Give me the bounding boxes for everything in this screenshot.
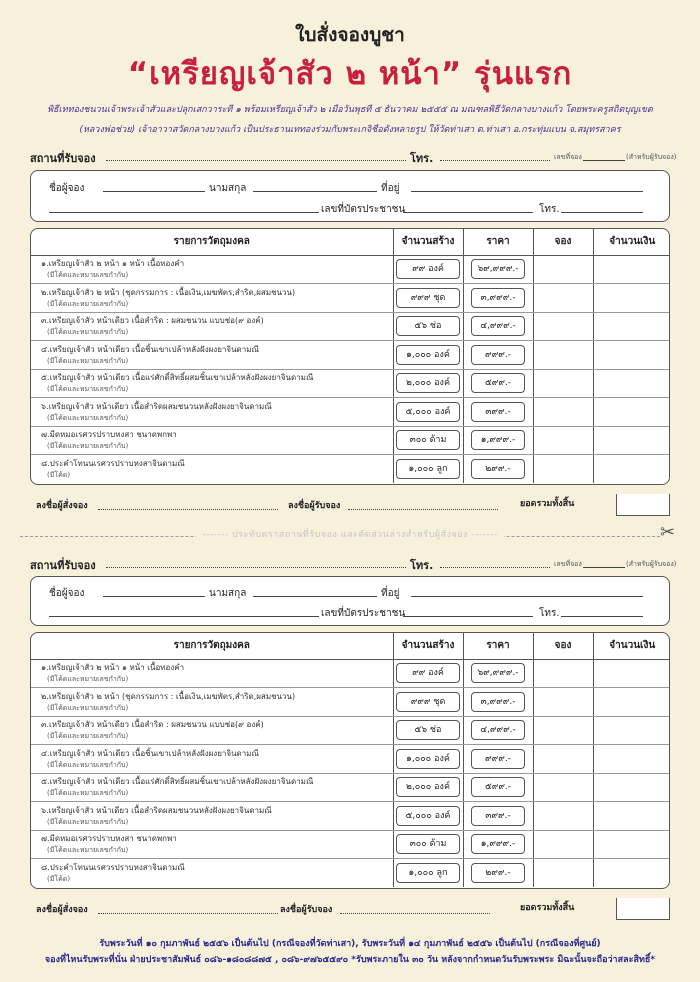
price-cell <box>463 284 533 313</box>
price-cell <box>463 369 533 398</box>
price-cell <box>463 659 533 688</box>
total-label: ยอดรวมทั้งสิ้น <box>520 499 575 509</box>
table-header-row <box>31 633 670 659</box>
item-note: (มีโค้ด) <box>47 875 71 883</box>
booking-no-field[interactable] <box>583 556 625 568</box>
amount-cell[interactable] <box>593 284 670 313</box>
quantity-cell <box>393 398 463 427</box>
reserve-cell[interactable] <box>533 398 593 427</box>
phone-label: โทร. <box>410 152 434 165</box>
reserve-cell[interactable] <box>533 859 593 888</box>
name-label: ชื่อผู้จอง <box>49 183 85 194</box>
reserve-cell[interactable] <box>533 312 593 341</box>
price-cell <box>463 716 533 745</box>
item-name: ๕.เหรียญเจ้าสัว หน้าเดียว เนื้อแร่ศักดิ์สิทธิ์ผสมชิ้นเขาเปล้าหลังฝังผงยาจินดามณี <box>41 373 314 383</box>
phone2-field[interactable] <box>561 202 643 213</box>
quantity-cell <box>393 773 463 802</box>
item-name: ๑.เหรียญเจ้าสัว ๒ หน้า ๑ หน้า เนื้อทองคำ <box>41 259 185 269</box>
item-quantity: ๒,๐๐๐ องค์ <box>396 373 460 393</box>
item-name: ๓.เหรียญเจ้าสัว หน้าเดียว เนื้อสำริด : ผสมชนวน แบบช่อ(๙ องค์) <box>41 316 264 326</box>
item-price: ๙๙๙.- <box>471 749 525 769</box>
table-row <box>31 426 670 455</box>
item-cell <box>31 688 393 717</box>
location-label: สถานที่รับจอง <box>30 559 96 572</box>
header-item: รายการวัตถุมงคล <box>31 633 393 659</box>
address-field-line-2[interactable] <box>49 202 319 213</box>
amount-cell[interactable] <box>593 426 670 455</box>
item-cell <box>31 830 393 859</box>
quantity-cell <box>393 830 463 859</box>
reserve-cell[interactable] <box>533 716 593 745</box>
item-quantity: ๒,๐๐๐ องค์ <box>396 777 460 797</box>
item-quantity: ๕๖ ช่อ <box>396 316 460 336</box>
booker-signature-label: ลงชื่อผู้สั่งจอง <box>36 905 88 915</box>
table-row <box>31 398 670 427</box>
header-amount: จำนวนเงิน <box>593 229 670 255</box>
item-note: (มีโค้ดและหมายเลขกำกับ) <box>47 385 129 394</box>
table-row <box>31 745 670 774</box>
item-quantity: ๑,๐๐๐ องค์ <box>396 749 460 769</box>
id-card-label: เลขที่บัตรประชาชน <box>321 204 406 215</box>
item-note: (มีโค้ดและหมายเลขกำกับ) <box>47 817 129 826</box>
item-name: ๔.เหรียญเจ้าสัว หน้าเดียว เนื้อชิ้นเขาเปล้าหลังฝังผงยาจินดามณี <box>41 748 259 758</box>
header-amount: จำนวนเงิน <box>593 633 670 659</box>
item-quantity: ๑,๐๐๐ ลูก <box>396 863 460 883</box>
amount-cell[interactable] <box>593 398 670 427</box>
item-note: (มีโค้ดและหมายเลขกำกับ) <box>47 271 129 280</box>
price-cell <box>463 426 533 455</box>
quantity-cell <box>393 688 463 717</box>
quantity-cell <box>393 284 463 313</box>
reserve-cell[interactable] <box>533 830 593 859</box>
amount-cell[interactable] <box>593 830 670 859</box>
subtitle-line-2: (หลวงพ่อช่วย) เจ้าอาวาสวัดกลางบางแก้ว เป็นประธานเททองร่วมกับพระเกจิชื่อดังหลายรูป ให้วัดท่าเสา ต.ท่าเสา อ.กระทุ่มแบน จ.สมุทรสาคร <box>79 125 621 135</box>
table-row <box>31 284 670 313</box>
table-row <box>31 716 670 745</box>
phone2-label: โทร. <box>539 204 560 215</box>
item-price: ๓,๙๙๙.- <box>471 692 525 712</box>
item-note: (มีโค้ดและหมายเลขกำกับ) <box>47 703 129 712</box>
address-label: ที่อยู่ <box>381 588 400 599</box>
booking-no-label: เลขที่จอง <box>554 560 582 568</box>
address-field-line-2[interactable] <box>49 606 319 617</box>
name-field[interactable] <box>103 181 205 192</box>
quantity-cell <box>393 255 463 284</box>
item-price: ๖๙,๙๙๙.- <box>471 663 525 683</box>
amount-cell[interactable] <box>593 255 670 284</box>
item-note: (มีโค้ดและหมายเลขกำกับ) <box>47 846 129 855</box>
item-price: ๔,๙๙๙.- <box>471 720 525 740</box>
amount-cell[interactable] <box>593 802 670 831</box>
receiver-signature-field[interactable] <box>348 498 498 510</box>
quantity-cell <box>393 455 463 484</box>
item-cell <box>31 426 393 455</box>
item-cell <box>31 745 393 774</box>
item-name: ๔.เหรียญเจ้าสัว หน้าเดียว เนื้อชิ้นเขาเปล้าหลังฝังผงยาจินดามณี <box>41 344 259 354</box>
item-price: ๙๙๙.- <box>471 345 525 365</box>
reserve-cell[interactable] <box>533 369 593 398</box>
staff-note: (สำหรับผู้รับจอง) <box>626 560 677 568</box>
item-quantity: ๑,๐๐๐ องค์ <box>396 345 460 365</box>
price-cell <box>463 830 533 859</box>
price-cell <box>463 341 533 370</box>
phone2-label: โทร. <box>539 608 560 619</box>
booker-info-box <box>30 576 670 626</box>
id-card-label: เลขที่บัตรประชาชน <box>321 608 406 619</box>
reserve-cell[interactable] <box>533 773 593 802</box>
reserve-cell[interactable] <box>533 341 593 370</box>
item-quantity: ๑,๐๐๐ ลูก <box>396 459 460 479</box>
amount-cell[interactable] <box>593 773 670 802</box>
item-quantity: ๕,๐๐๐ องค์ <box>396 806 460 826</box>
address-field[interactable] <box>411 181 643 192</box>
header-item: รายการวัตถุมงคล <box>31 229 393 255</box>
receiver-signature-label: ลงชื่อผู้รับจอง <box>288 501 341 511</box>
signature-row <box>30 496 670 516</box>
item-price: ๕๙๙.- <box>471 373 525 393</box>
reserve-cell[interactable] <box>533 745 593 774</box>
cut-instruction <box>0 527 700 541</box>
reserve-cell[interactable] <box>533 426 593 455</box>
item-note: (มีโค้ดและหมายเลขกำกับ) <box>47 413 129 422</box>
item-note: (มีโค้ดและหมายเลขกำกับ) <box>47 760 129 769</box>
address-field[interactable] <box>411 586 643 597</box>
item-quantity: ๕๖ ช่อ <box>396 720 460 740</box>
table-row <box>31 688 670 717</box>
item-name: ๘.ประคำโทนนเรศวรปราบหงสาจินดามณี <box>41 863 185 872</box>
booking-no-field[interactable] <box>583 149 625 161</box>
items-table <box>30 632 670 889</box>
header-price: ราคา <box>463 229 533 255</box>
total-field[interactable] <box>616 898 670 920</box>
header-quantity: จำนวนสร้าง <box>393 633 463 659</box>
item-cell <box>31 398 393 427</box>
item-cell <box>31 773 393 802</box>
item-name: ๓.เหรียญเจ้าสัว หน้าเดียว เนื้อสำริด : ผสมชนวน แบบช่อ(๙ องค์) <box>41 720 264 730</box>
item-name: ๒.เหรียญเจ้าสัว ๒ หน้า (ชุดกรรมการ : เนื้อเงิน,เมฆพัตร,สำริด,ผสมชนวน) <box>41 691 296 701</box>
item-quantity: ๓๐๐ ด้าม <box>396 430 460 450</box>
price-cell <box>463 859 533 888</box>
quantity-cell <box>393 426 463 455</box>
reserve-cell[interactable] <box>533 802 593 831</box>
table-row <box>31 369 670 398</box>
address-label: ที่อยู่ <box>381 183 400 194</box>
header-reserve: จอง <box>533 633 593 659</box>
item-price: ๑,๙๙๙.- <box>471 430 525 450</box>
item-price: ๑,๙๙๙.- <box>471 834 525 854</box>
item-price: ๔,๙๙๙.- <box>471 316 525 336</box>
phone2-field[interactable] <box>561 606 643 617</box>
header-reserve: จอง <box>533 229 593 255</box>
booker-signature-label: ลงชื่อผู้สั่งจอง <box>36 501 88 511</box>
price-cell <box>463 455 533 484</box>
price-cell <box>463 745 533 774</box>
quantity-cell <box>393 802 463 831</box>
quantity-cell <box>393 341 463 370</box>
id-card-field[interactable] <box>403 202 533 213</box>
phone-field[interactable] <box>440 556 550 568</box>
quantity-cell <box>393 369 463 398</box>
item-cell <box>31 312 393 341</box>
item-cell <box>31 369 393 398</box>
total-field[interactable] <box>616 494 670 516</box>
booking-no-label: เลขที่จอง <box>554 153 582 161</box>
item-cell <box>31 284 393 313</box>
item-note: (มีโค้ดและหมายเลขกำกับ) <box>47 356 129 365</box>
item-name: ๕.เหรียญเจ้าสัว หน้าเดียว เนื้อแร่ศักดิ์สิทธิ์ผสมชิ้นเขาเปล้าหลังฝังผงยาจินดามณี <box>41 777 314 787</box>
surname-field[interactable] <box>253 181 377 192</box>
item-quantity: ๕,๐๐๐ องค์ <box>396 402 460 422</box>
price-cell <box>463 688 533 717</box>
price-cell <box>463 255 533 284</box>
surname-field[interactable] <box>253 586 377 597</box>
item-cell <box>31 716 393 745</box>
amount-cell[interactable] <box>593 312 670 341</box>
item-price: ๒๙๙.- <box>471 863 525 883</box>
quantity-cell <box>393 659 463 688</box>
item-note: (มีโค้ดและหมายเลขกำกับ) <box>47 299 129 308</box>
item-cell <box>31 455 393 484</box>
location-label: สถานที่รับจอง <box>30 152 96 165</box>
total-label: ยอดรวมทั้งสิ้น <box>520 903 575 913</box>
table-row <box>31 455 670 484</box>
booker-signature-field[interactable] <box>98 902 278 914</box>
item-note: (มีโค้ดและหมายเลขกำกับ) <box>47 675 129 684</box>
item-cell <box>31 802 393 831</box>
item-quantity: ๓๐๐ ด้าม <box>396 834 460 854</box>
item-note: (มีโค้ดและหมายเลขกำกับ) <box>47 732 129 741</box>
item-price: ๓,๙๙๙.- <box>471 288 525 308</box>
item-note: (มีโค้ดและหมายเลขกำกับ) <box>47 789 129 798</box>
booker-info-box <box>30 170 670 222</box>
item-quantity: ๙๙๙ ชุด <box>396 288 460 308</box>
table-row <box>31 341 670 370</box>
reserve-cell[interactable] <box>533 284 593 313</box>
phone-label: โทร. <box>410 559 434 572</box>
item-cell <box>31 255 393 284</box>
table-row <box>31 830 670 859</box>
quantity-cell <box>393 312 463 341</box>
item-price: ๓๙๙.- <box>471 806 525 826</box>
scissors-icon: ✂ <box>660 522 676 543</box>
table-row <box>31 255 670 284</box>
reserve-cell[interactable] <box>533 659 593 688</box>
amount-cell[interactable] <box>593 455 670 484</box>
item-note: (มีโค้ดและหมายเลขกำกับ) <box>47 442 129 451</box>
location-field[interactable] <box>106 149 406 161</box>
name-field[interactable] <box>103 586 205 597</box>
location-row <box>30 149 682 167</box>
item-note: (มีโค้ดและหมายเลขกำกับ) <box>47 328 129 337</box>
amount-cell[interactable] <box>593 716 670 745</box>
receiver-signature-field[interactable] <box>340 902 490 914</box>
item-name: ๘.ประคำโทนนเรศวรปราบหงสาจินดามณี <box>41 459 185 468</box>
item-price: ๓๙๙.- <box>471 402 525 422</box>
table-row <box>31 312 670 341</box>
item-quantity: ๙๙ องค์ <box>396 663 460 683</box>
amount-cell[interactable] <box>593 859 670 888</box>
item-name: ๖.เหรียญเจ้าสัว หน้าเดียว เนื้อสำริดผสมชนวนหลังฝังผงยาจินดามณี <box>41 401 272 411</box>
quantity-cell <box>393 859 463 888</box>
main-title: “เหรียญเจ้าสัว ๒ หน้า” รุ่นแรก <box>127 56 573 92</box>
item-cell <box>31 859 393 888</box>
reserve-cell[interactable] <box>533 688 593 717</box>
table-row <box>31 659 670 688</box>
reserve-cell[interactable] <box>533 255 593 284</box>
staff-note: (สำหรับผู้รับจอง) <box>626 153 677 161</box>
subtitle-line-1: พิธีเททองชนวนเจ้าพระเจ้าสัวและปลุกเสกวาระที่ ๑ พร้อมเหรียญเจ้าสัว ๒ เมื่อวันพุธที่ ๕ ธันวาคม ๒๕๕๕ ณ มณฑลพิธีวัดกลางบางแก้ว โดยพระครูสถิตบุญเขต <box>47 105 653 115</box>
item-name: ๗.มีดหมอเรศวรปราบหงสา ชนาดพกพา <box>41 834 177 844</box>
header-quantity: จำนวนสร้าง <box>393 229 463 255</box>
quantity-cell <box>393 745 463 774</box>
price-cell <box>463 773 533 802</box>
surname-label: นามสกุล <box>209 588 247 599</box>
cut-instruction-text: ------- ประทับตราสถานที่รับจอง และตัดส่วนล่างสำหรับผู้สั่งจอง ------- <box>196 530 503 540</box>
name-label: ชื่อผู้จอง <box>49 588 85 599</box>
booker-signature-field[interactable] <box>98 498 278 510</box>
surname-label: นามสกุล <box>209 183 247 194</box>
price-cell <box>463 802 533 831</box>
item-quantity: ๙๙ องค์ <box>396 259 460 279</box>
signature-row <box>30 900 670 920</box>
item-cell <box>31 659 393 688</box>
item-cell <box>31 341 393 370</box>
item-name: ๗.มีดหมอเรศวรปราบหงสา ชนาดพกพา <box>41 430 177 440</box>
item-price: ๖๙,๙๙๙.- <box>471 259 525 279</box>
reserve-cell[interactable] <box>533 455 593 484</box>
footer-line-1: รับพระวันที่ ๑๐ กุมภาพันธ์ ๒๕๕๖ เป็นต้นไป (กรณีจองที่วัดท่าเสา), รับพระวันที่ ๑๔ กุมภาพันธ์ ๒๕๕๖ เป็นต้นไป (กรณีจองที่ศูนย์) <box>99 939 601 949</box>
page-title: ใบสั่งจองบูชา <box>295 24 405 46</box>
item-name: ๒.เหรียญเจ้าสัว ๒ หน้า (ชุดกรรมการ : เนื้อเงิน,เมฆพัตร,สำริด,ผสมชนวน) <box>41 287 296 297</box>
id-card-field[interactable] <box>403 606 533 617</box>
table-row <box>31 802 670 831</box>
header-price: ราคา <box>463 633 533 659</box>
price-cell <box>463 398 533 427</box>
amount-cell[interactable] <box>593 688 670 717</box>
table-row <box>31 859 670 888</box>
table-row <box>31 773 670 802</box>
location-field[interactable] <box>106 556 406 568</box>
items-table <box>30 228 670 485</box>
phone-field[interactable] <box>440 149 550 161</box>
item-price: ๕๙๙.- <box>471 777 525 797</box>
item-note: (มีโค้ด) <box>47 471 71 479</box>
location-row <box>30 556 682 574</box>
footer-line-2: จองที่ไหนรับพระที่นั่น ฝ่ายประชาสัมพันธ์ ๐๘๖-๑๘๐๘๘๗๕ , ๐๘๖-๙๗๖๕๕๙๐ *รับพระภายใน ๓๐ วัน หลังจากกำหนดวันรับพระพระ มิฉะนั้นจะถือว่าสละสิทธิ์* <box>44 955 656 965</box>
receiver-signature-label: ลงชื่อผู้รับจอง <box>280 905 333 915</box>
item-name: ๖.เหรียญเจ้าสัว หน้าเดียว เนื้อสำริดผสมชนวนหลังฝังผงยาจินดามณี <box>41 805 272 815</box>
price-cell <box>463 312 533 341</box>
amount-cell[interactable] <box>593 745 670 774</box>
table-header-row <box>31 229 670 255</box>
amount-cell[interactable] <box>593 659 670 688</box>
amount-cell[interactable] <box>593 369 670 398</box>
item-quantity: ๙๙๙ ชุด <box>396 692 460 712</box>
amount-cell[interactable] <box>593 341 670 370</box>
item-name: ๑.เหรียญเจ้าสัว ๒ หน้า ๑ หน้า เนื้อทองคำ <box>41 663 185 673</box>
quantity-cell <box>393 716 463 745</box>
item-price: ๒๙๙.- <box>471 459 525 479</box>
